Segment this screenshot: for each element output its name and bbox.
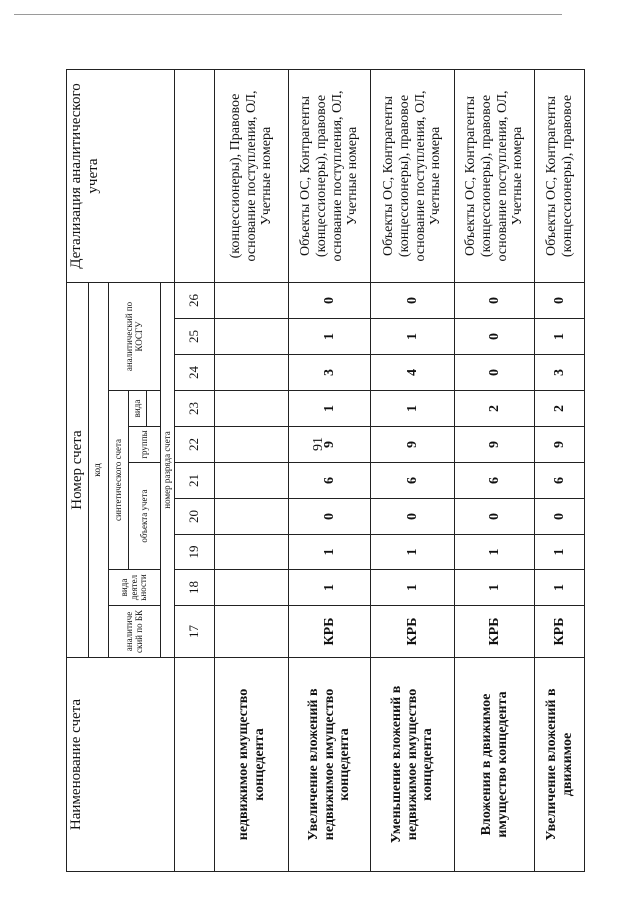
digit-24: 24 — [175, 355, 215, 391]
row-cell: 6 — [455, 463, 535, 499]
table-row — [215, 70, 289, 872]
row-detail: Объекты ОС, Контрагенты (концессионеры), правовое основание поступления, ОЛ, Учетные номера — [455, 70, 535, 283]
row-cell: 1 — [289, 535, 371, 570]
row-detail: (концессионеры), Правовое основание поступления, ОЛ, Учетные номера — [215, 70, 289, 283]
table-row — [535, 70, 585, 872]
row-cell: 1 — [535, 319, 585, 355]
table-row — [371, 70, 455, 872]
row-cell — [215, 391, 289, 427]
row-cell: 1 — [371, 535, 455, 570]
row-cell: 9 — [455, 427, 535, 463]
header-account-number: Номер счета — [67, 283, 89, 658]
row-cell: КРБ — [455, 606, 535, 658]
header-group: группы — [129, 427, 161, 463]
top-rule — [14, 14, 562, 15]
row-cell: 1 — [289, 319, 371, 355]
row-cell: КРБ — [535, 606, 585, 658]
row-cell: 0 — [535, 283, 585, 319]
table-row — [455, 70, 535, 872]
row-cell — [215, 283, 289, 319]
digit-17: 17 — [175, 606, 215, 658]
header-detail: Детализация аналитического учета — [67, 70, 175, 283]
row-name: Уменьшение вложений в недвижимое имущество концедента — [371, 658, 455, 872]
row-cell: 1 — [535, 570, 585, 606]
page-number: 91 — [311, 437, 326, 451]
row-name: Увеличение вложений в недвижимое имущество концедента — [289, 658, 371, 872]
row-cell: 0 — [455, 319, 535, 355]
table-row — [289, 70, 371, 872]
row-cell: 9 — [535, 427, 585, 463]
row-cell: 1 — [371, 319, 455, 355]
header-kosgu: аналитический по КОСГУ — [109, 283, 161, 391]
digit-20: 20 — [175, 499, 215, 535]
row-name: недвижимое имущество концедента — [215, 658, 289, 872]
row-cell: 3 — [289, 355, 371, 391]
row-cell — [215, 427, 289, 463]
digit-21: 21 — [175, 463, 215, 499]
row-cell: 2 — [455, 391, 535, 427]
header-account-object: объекта учета — [129, 463, 161, 570]
row-cell — [215, 570, 289, 606]
row-detail: Объекты ОС, Контрагенты (концессионеры), правовое основание поступления, ОЛ, Учетные номера — [289, 70, 371, 283]
row-cell: 0 — [455, 499, 535, 535]
row-name: Увеличение вложений в движимое — [535, 658, 585, 872]
digit-22: 22 — [175, 427, 215, 463]
row-cell: 3 — [535, 355, 585, 391]
header-account-name: Наименование счета — [67, 658, 175, 872]
row-cell: 1 — [535, 535, 585, 570]
row-detail: Объекты ОС, Контрагенты (концессионеры), правовое — [535, 70, 585, 283]
row-cell: 6 — [535, 463, 585, 499]
digit-row-blank-right — [175, 70, 215, 283]
digit-25: 25 — [175, 319, 215, 355]
row-cell: 9 — [371, 427, 455, 463]
row-cell — [215, 319, 289, 355]
row-cell: 2 — [535, 391, 585, 427]
header-code: код — [89, 283, 109, 658]
header-synthetic: синтетического счета — [109, 391, 129, 570]
rotated-table-wrapper — [66, 74, 576, 872]
row-cell: 1 — [455, 535, 535, 570]
row-cell: 4 — [371, 355, 455, 391]
header-type-spacer — [147, 391, 161, 427]
row-cell — [215, 499, 289, 535]
row-cell: КРБ — [289, 606, 371, 658]
row-cell: 0 — [455, 355, 535, 391]
row-cell: 0 — [289, 499, 371, 535]
row-cell: 1 — [371, 570, 455, 606]
digit-18: 18 — [175, 570, 215, 606]
header-bk-analytic: аналитиче ский по БК — [109, 606, 161, 658]
row-cell: КРБ — [371, 606, 455, 658]
row-cell: 0 — [455, 283, 535, 319]
row-cell: 0 — [289, 283, 371, 319]
header-activity-type: вида деятел ьности — [109, 570, 161, 606]
row-cell — [215, 535, 289, 570]
digit-23: 23 — [175, 391, 215, 427]
digit-row-blank-left — [175, 658, 215, 872]
row-detail: Объекты ОС, Контрагенты (концессионеры), правовое основание поступления, ОЛ, Учетные номера — [371, 70, 455, 283]
row-cell — [215, 606, 289, 658]
row-cell: 6 — [371, 463, 455, 499]
row-cell — [215, 463, 289, 499]
row-cell: 1 — [289, 391, 371, 427]
header-type: вида — [129, 391, 147, 427]
row-cell: 0 — [371, 283, 455, 319]
row-cell: 0 — [371, 499, 455, 535]
row-cell — [215, 355, 289, 391]
digit-26: 26 — [175, 283, 215, 319]
row-cell: 6 — [289, 463, 371, 499]
row-cell: 9 — [289, 427, 371, 463]
row-name: Вложения в движимое имущество концедента — [455, 658, 535, 872]
row-cell: 0 — [535, 499, 585, 535]
accounts-table — [66, 69, 585, 872]
row-cell: 1 — [289, 570, 371, 606]
row-cell: 1 — [371, 391, 455, 427]
header-digit-number: номер разряда счета — [161, 283, 175, 658]
row-cell: 1 — [455, 570, 535, 606]
digit-19: 19 — [175, 535, 215, 570]
